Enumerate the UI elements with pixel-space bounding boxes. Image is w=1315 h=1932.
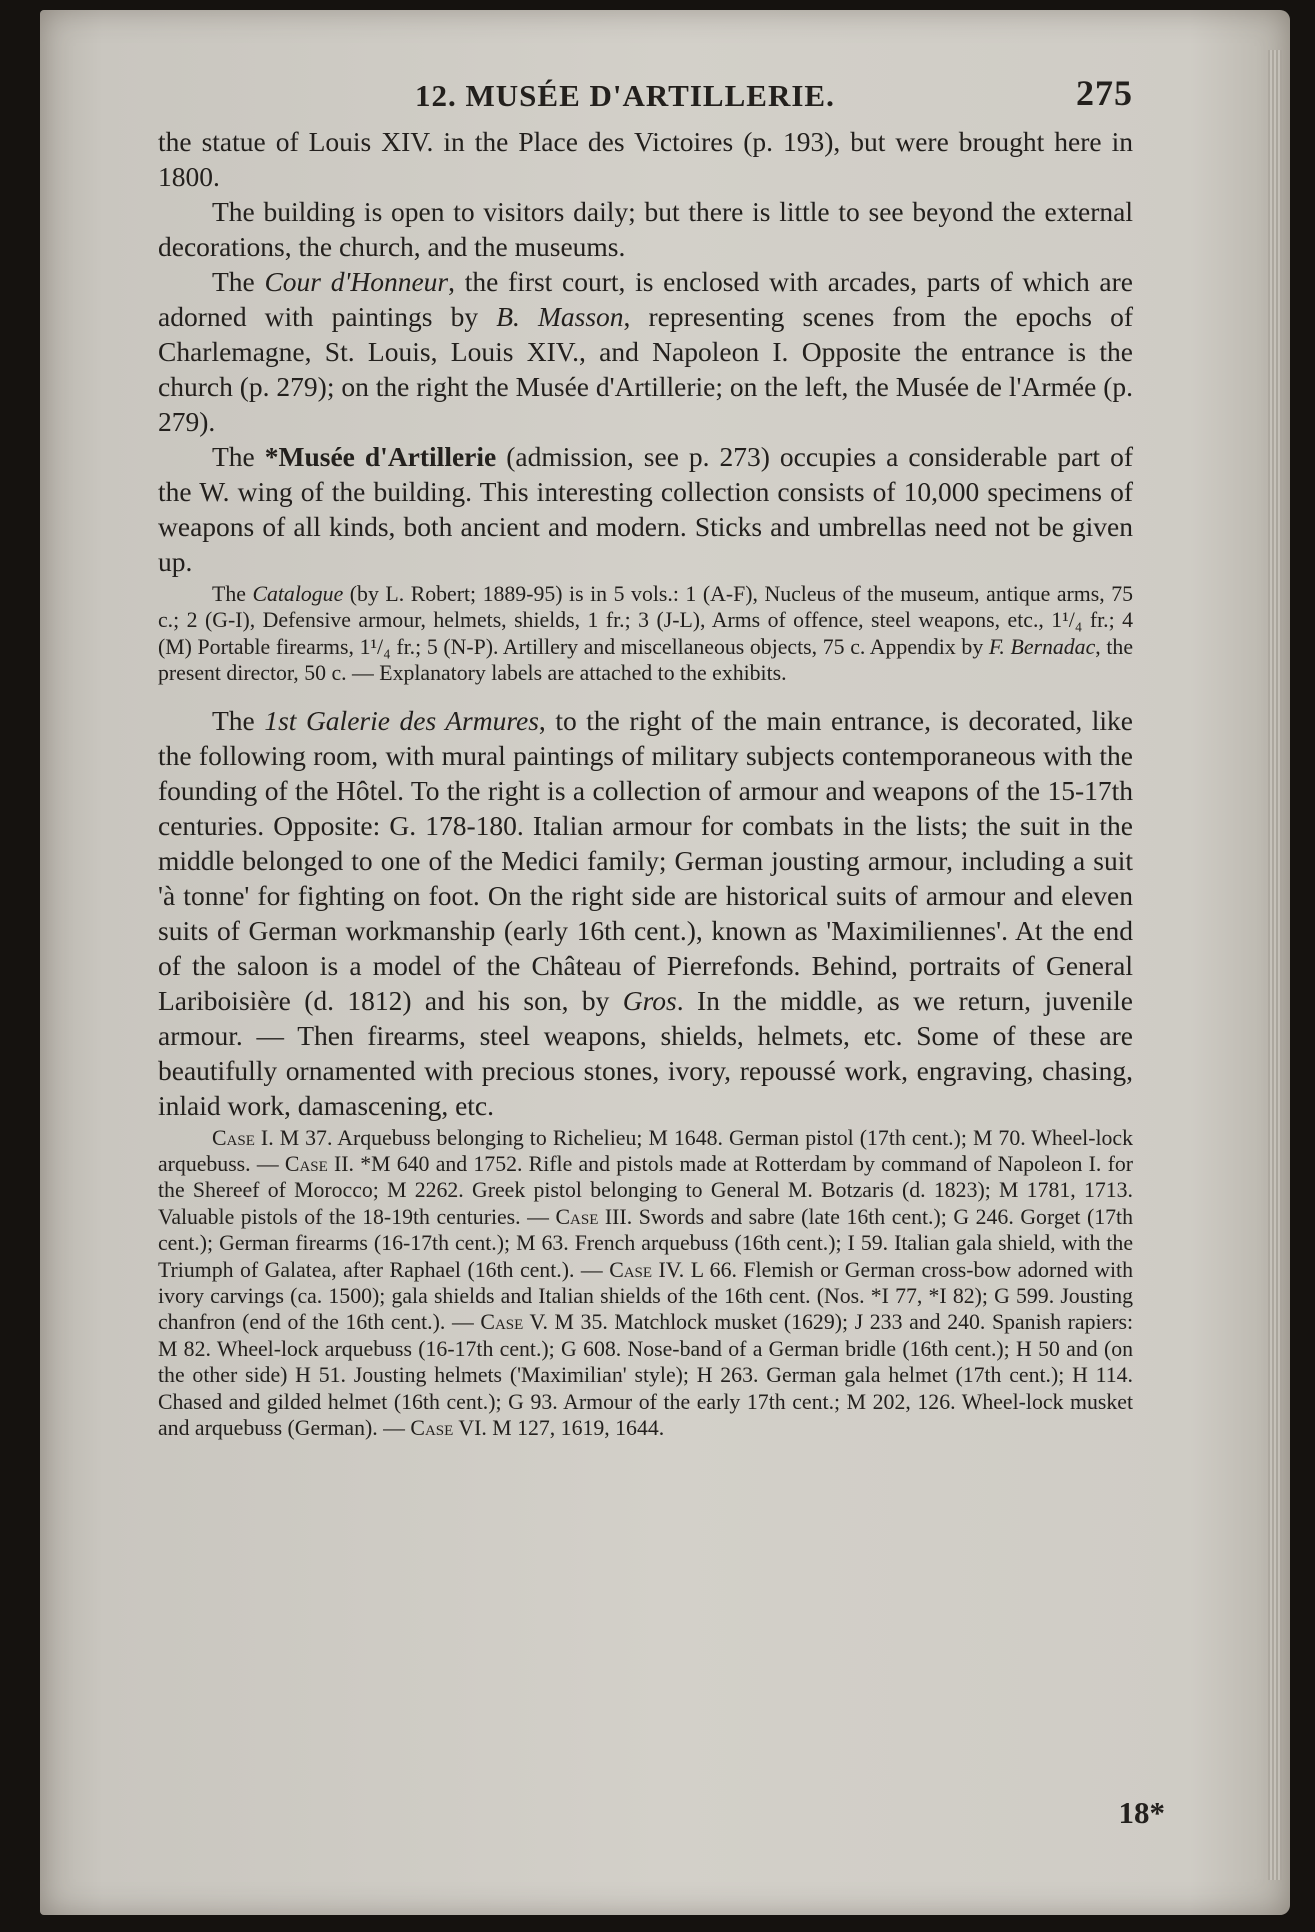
paragraph-text: , the first court, is enclosed with arcades, parts of which are adorned with paintings by — [158, 266, 1133, 332]
paragraph-2 — [158, 194, 1133, 264]
note-text: Swords and sabre (late 16th cent.); G 246. Gorget (17th cent.); German firearms (16-17th cent.); M 63. French arquebuss (16th cent.); I 59. Italian gala shield, with the Triumph of Galatea, after Raphael (16th cent.). — — [158, 1204, 1134, 1282]
italic-name: Gros — [622, 984, 677, 1016]
note-text: L 66. Flemish or German cross-bow adorned with ivory carvings (ca. 1500); gala shields and Italian shields of the 16th cent. (Nos. *I 77, *I 82); G 599. Jousting chanfron (end of the 16th cent.). — — [158, 1257, 1134, 1335]
paragraph-1 — [158, 124, 1133, 194]
bold-term: *Musée d'Artillerie — [264, 441, 497, 472]
case-label: Case IV. — [609, 1257, 685, 1282]
page-edge-decoration — [1268, 50, 1282, 1880]
paragraph-text: , to the right of the main entrance, is decorated, like the following room, with mural paintings of military subjects contemporaneous with the founding of the Hôtel. To the right is a collection of armour and weapons of the 15-17th centuries. Opposite: G. 178-180. Italian armour for combats in the lists; the suit in the middle belonged to one of the Medici family; German jousting armour, including a suit 'à tonne' for fighting on foot. On the right side are historical suits of armour and eleven suits of German workmanship (early 16th cent.), known as 'Maximiliennes'. At the end of the saloon is a model of the Château of Pierrefonds. Behind, portraits of General Lariboisière (d. 1812) and his son, by — [158, 704, 1133, 1016]
italic-term: 1st Galerie des Armures — [264, 704, 539, 736]
paragraph-text: The — [212, 704, 265, 736]
italic-name: F. Bernadac — [988, 634, 1096, 659]
note-text: M 35. Matchlock musket (1629); J 233 and 240. Spanish rapiers: M 82. Wheel-lock arquebuss (16-17th cent.); G 608. Nose-band of a German bridle (16th cent.); H 50 and (on the other side) H 51. Jousting helmets ('Maximilian' style); H 263. German gala helmet (17th cent.); H 114. Chased and gilded helmet (16th cent.); G 93. Armour of the early 17th cent.; M 202, 126. Wheel-lock musket and arquebuss (German). — — [158, 1310, 1133, 1441]
italic-term: Catalogue — [252, 582, 344, 606]
paragraph-text: The building is open to visitors daily; but there is little to see beyond the external decorations, the church, and the museums. — [158, 196, 1133, 262]
page-number: 275 — [1076, 73, 1133, 113]
note-text: (by L. Robert; 1889-95) is in 5 vols.: 1 (A-F), Nucleus of the museum, antique arms, 75 c.; 2 (G-I), Defensive armour, helmets, shields, 1 fr.; 3 (J-L), Arms of offence, steel weapons, etc., 1¹/₄ fr.; 4 (M) Portable firearms, 1¹/₄ fr.; 5 (N-P). Artillery and miscellaneous objects, 75 c. Appendix by — [158, 582, 1133, 659]
note-text: M 37. Arquebuss belonging to Richelieu; M 1648. German pistol (17th cent.); M 70. Wheel-lock arquebuss. — — [158, 1125, 1133, 1177]
italic-term: Cour d'Honneur — [264, 266, 449, 297]
case-label: Case V. — [480, 1310, 548, 1335]
paragraph-5 — [158, 703, 1133, 1123]
paragraph-text: . In the middle, as we return, juvenile armour. — Then firearms, steel weapons, shields, helmets, etc. Some of these are beautifully ornamented with precious stones, ivory, repoussé work, engraving, chasing, inlaid work, damascening, etc. — [158, 984, 1133, 1121]
note-text: *M 640 and 1752. Rifle and pistols made at Rotterdam by command of Napoleon I. for the Shereef of Morocco; M 2262. Greek pistol belonging to General M. Botzaris (d. 1823); M 1781, 1713. Valuable pistols of the 18-19th centuries. — — [158, 1152, 1134, 1229]
paragraph-text: (admission, see p. 273) occupies a considerable part of the W. wing of the building. This interesting collection consists of 10,000 specimens of weapons of all kinds, both ancient and modern. Sticks and umbrellas need not be given up. — [158, 441, 1133, 577]
case-label: Case I. — [212, 1125, 274, 1150]
signature-mark: 18* — [1118, 1795, 1165, 1830]
note-text: M 127, 1619, 1644. — [486, 1416, 665, 1441]
paragraph-4 — [158, 439, 1133, 579]
cases-note — [158, 1125, 1133, 1442]
note-text: , the present director, 50 c. — Explanatory labels are attached to the exhibits. — [158, 634, 1133, 686]
paragraph-text: the statue of Louis XIV. in the Place des Victoires (p. 193), but were brought here in 1800. — [158, 126, 1133, 192]
page-content — [158, 72, 1133, 1448]
catalogue-note — [158, 581, 1133, 687]
note-text: The — [212, 582, 253, 606]
paragraph-text: The — [212, 266, 265, 297]
case-label: Case II. — [284, 1152, 354, 1177]
case-label: Case VI. — [410, 1416, 487, 1441]
running-title: 12. MUSÉE D'ARTILLERIE. — [415, 78, 835, 113]
paragraph-3 — [158, 264, 1133, 439]
spacer — [158, 693, 1133, 703]
paragraph-text: , representing scenes from the epochs of Charlemagne, St. Louis, Louis XIV., and Napoleon I. Opposite the entrance is the church (p. 279); on the right the Musée d'Artillerie; on the left, the Musée de l'Armée (p. 279). — [158, 301, 1133, 437]
case-label: Case III. — [555, 1204, 633, 1229]
paragraph-text: The — [212, 441, 265, 472]
page-header — [158, 72, 1133, 124]
italic-name: B. Masson — [496, 301, 624, 332]
